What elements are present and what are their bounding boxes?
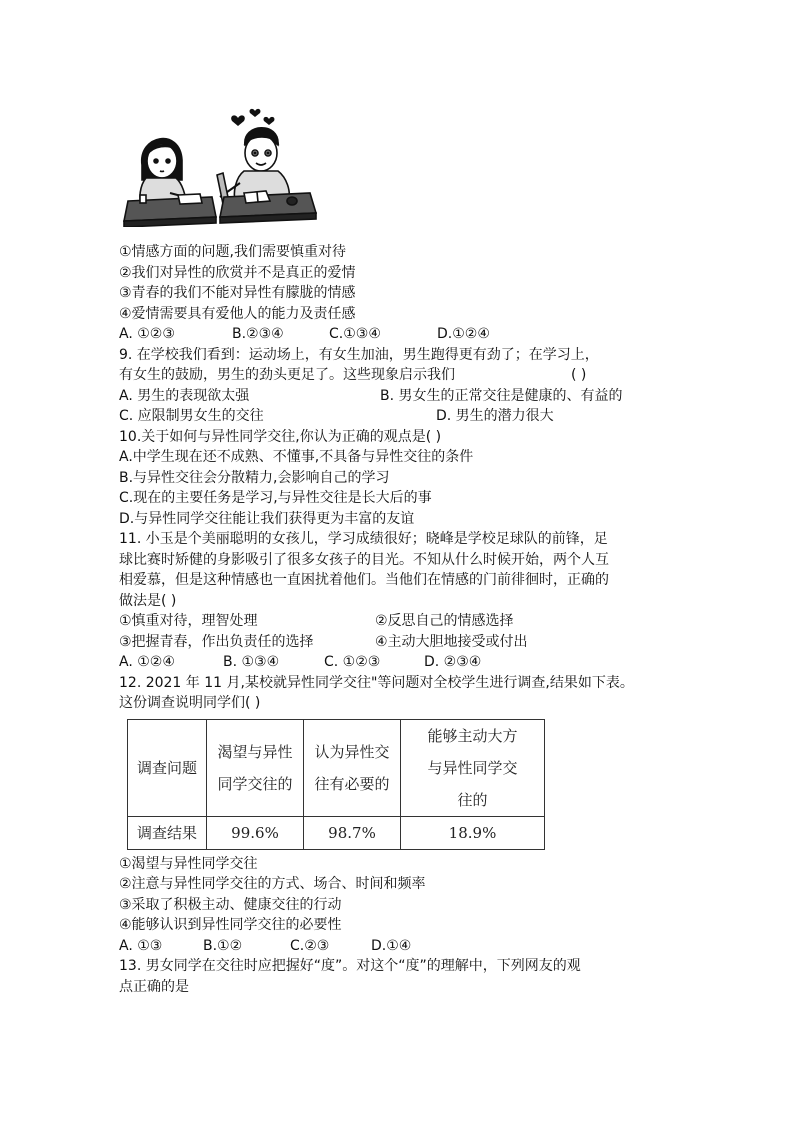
q11-stem-line-4: 做法是( )	[119, 592, 177, 609]
q12-statement-1: ①渴望与异性同学交往	[119, 855, 258, 872]
q12-choices	[119, 936, 679, 957]
q12-statement-2: ②注意与异性同学交往的方式、场合、时间和频率	[119, 876, 426, 892]
q11-stem-line-1: 11. 小玉是个美丽聪明的女孩儿，学习成绩很好；晓峰是学校足球队的前锋，足	[119, 531, 608, 547]
table-value-cell: 18.9%	[401, 816, 545, 849]
table-header-cell: 调查问题	[128, 719, 207, 816]
q8-choice-d[interactable]: D.①②④	[437, 326, 490, 342]
q10-choice-d[interactable]: D.与异性同学交往能让我们获得更为丰富的友谊	[119, 510, 415, 527]
q12-choice-d[interactable]: D.①④	[371, 937, 412, 954]
q11-choices	[119, 652, 679, 673]
q11-statement-2: ②反思自己的情感选择	[375, 613, 514, 629]
q10-choice-b[interactable]: B.与异性交往会分散精力,会影响自己的学习	[119, 469, 390, 486]
q8-statement-4: ④爱情需要具有爱他人的能力及责任感	[119, 305, 356, 322]
q9-choices-row-1	[119, 386, 679, 407]
q9-choice-c[interactable]: C. 应限制男女生的交往	[119, 408, 264, 424]
question-content	[119, 242, 679, 997]
q11-statements-row-1	[119, 611, 679, 632]
table-cell-text: 能够主动大方	[427, 726, 518, 745]
q12-choice-c[interactable]: C.②③	[290, 937, 330, 954]
q8-statement-2: ②我们对异性的欣赏并不是真正的爱情	[119, 264, 356, 281]
students-illustration	[120, 105, 320, 227]
q9-choice-a[interactable]: A. 男生的表现欲太强	[119, 387, 250, 404]
hearts-icon	[231, 109, 274, 126]
q13-stem-line-1: 13. 男女同学在交往时应把握好“度”。对这个“度”的理解中，下列网友的观	[119, 958, 581, 974]
survey-table	[127, 719, 545, 850]
table-row	[128, 719, 545, 816]
q12-statement-4: ④能够认识到异性同学交往的必要性	[119, 917, 342, 933]
table-value-cell: 98.7%	[304, 816, 401, 849]
q8-choice-c[interactable]: C.①③④	[329, 326, 381, 342]
q11-statement-1: ①慎重对待，理智处理	[119, 613, 258, 629]
q9-answer-blank[interactable]: ( )	[571, 367, 587, 383]
q11-statement-4: ④主动大胆地接受或付出	[375, 633, 528, 650]
table-row	[128, 816, 545, 849]
table-header-cell	[207, 719, 304, 816]
q10-choice-c[interactable]: C.现在的主要任务是学习,与异性交往是长大后的事	[119, 490, 432, 506]
q11-choice-b[interactable]: B. ①③④	[223, 654, 280, 670]
q8-choice-a[interactable]: A. ①②③	[119, 326, 175, 342]
table-cell-text: 往有必要的	[314, 774, 390, 793]
q8-statement-1: ①情感方面的问题,我们需要慎重对待	[119, 244, 347, 260]
q8-statement-3: ③青春的我们不能对异性有朦胧的情感	[119, 285, 356, 301]
q12-stem-line-1: 12. 2021 年 11 月,某校就异性同学交往"等问题对全校学生进行调查,结果如下表。	[119, 674, 634, 691]
q10-stem: 10.关于如何与异性同学交往,你认为正确的观点是( )	[119, 428, 442, 445]
q9-stem-text: 有女生的鼓励，男生的劲头更足了。这些现象启示我们	[119, 367, 455, 383]
q9-choice-b[interactable]: B. 男女生的正常交往是健康的、有益的	[380, 387, 623, 404]
q9-stem-line-2	[119, 365, 679, 386]
q9-choices-row-2	[119, 406, 679, 427]
table-header-cell	[304, 719, 401, 816]
table-cell-text: 与异性同学交	[427, 758, 518, 777]
table-cell-text: 同学交往的	[217, 774, 293, 793]
q11-statement-3: ③把握青春，作出负责任的选择	[119, 633, 314, 650]
q9-stem-line-1: 9. 在学校我们看到：运动场上，有女生加油，男生跑得更有劲了；在学习上，	[119, 346, 599, 363]
q9-choice-d[interactable]: D. 男生的潜力很大	[436, 408, 554, 424]
q12-stem-line-2: 这份调查说明同学们( )	[119, 695, 261, 711]
q12-choice-a[interactable]: A. ①③	[119, 937, 163, 954]
table-cell-text: 认为异性交	[314, 742, 390, 761]
table-cell-text: 渴望与异性	[217, 742, 293, 761]
q11-choice-d[interactable]: D. ②③④	[424, 654, 482, 670]
q10-choice-a[interactable]: A.中学生现在还不成熟、不懂事,不具备与异性交往的条件	[119, 449, 474, 465]
q11-statements-row-2	[119, 632, 679, 653]
table-header-cell	[401, 719, 545, 816]
table-header-cell: 调查结果	[128, 816, 207, 849]
q11-choice-c[interactable]: C. ①②③	[324, 654, 381, 670]
q11-stem-line-2: 球比赛时矫健的身影吸引了很多女孩子的目光。不知从什么时候开始，两个人互	[119, 551, 609, 568]
q13-stem-line-2: 点正确的是	[119, 978, 189, 995]
table-cell-text: 往的	[457, 790, 488, 809]
q11-stem-line-3: 相爱慕，但是这种情感也一直困扰着他们。当他们在情感的门前徘徊时，正确的	[119, 572, 609, 588]
q8-choices	[119, 324, 679, 345]
q11-choice-a[interactable]: A. ①②④	[119, 654, 175, 670]
q12-choice-b[interactable]: B.①②	[203, 937, 243, 954]
table-value-cell: 99.6%	[207, 816, 304, 849]
q12-statement-3: ③采取了积极主动、健康交往的行动	[119, 896, 342, 913]
q8-choice-b[interactable]: B.②③④	[232, 326, 284, 342]
